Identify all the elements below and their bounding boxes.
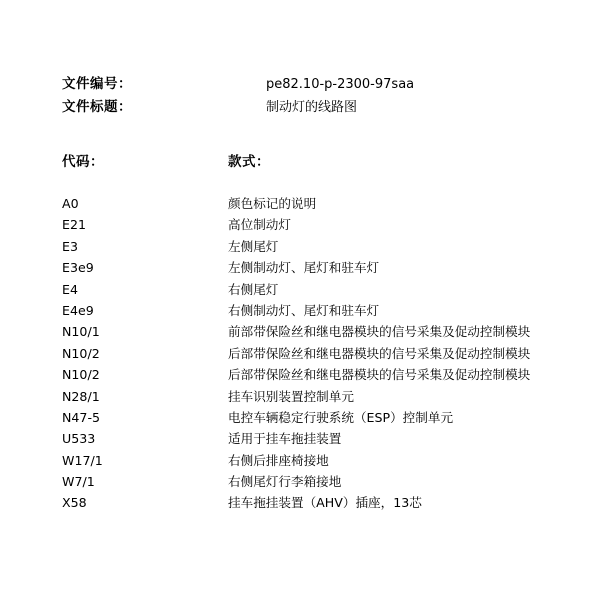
cell-code: E3 <box>62 238 78 254</box>
cell-code: W17/1 <box>62 452 103 468</box>
cell-code: E3e9 <box>62 260 94 276</box>
table-row <box>62 364 600 385</box>
header-row-document-number <box>62 72 582 95</box>
column-header-description: 款式： <box>228 154 270 170</box>
cell-code: A0 <box>62 196 79 211</box>
table-row <box>62 471 600 492</box>
table-row <box>62 428 600 449</box>
table-row <box>62 343 600 364</box>
document-title-label: 文件标题： <box>62 99 132 115</box>
cell-description: 左侧尾灯 <box>228 238 279 254</box>
cell-description: 后部带保险丝和继电器模块的信号采集及促动控制模块 <box>228 367 531 383</box>
table-row <box>62 300 600 321</box>
cell-description: 挂车拖挂装置（AHV）插座，13芯 <box>228 495 422 511</box>
table-row <box>62 386 600 407</box>
table-row <box>62 214 600 235</box>
component-legend-table <box>62 193 600 514</box>
cell-description: 颜色标记的说明 <box>228 196 317 211</box>
cell-description: 高位制动灯 <box>228 217 291 233</box>
table-row <box>62 407 600 428</box>
cell-code: N10/2 <box>62 345 100 361</box>
cell-description: 右侧后排座椅接地 <box>228 452 329 468</box>
cell-code: N10/1 <box>62 324 100 340</box>
header-row-document-title <box>62 95 582 118</box>
cell-code: U533 <box>62 431 96 447</box>
cell-code: E4 <box>62 281 78 297</box>
table-row <box>62 321 600 342</box>
cell-description: 适用于挂车拖挂装置 <box>228 431 342 447</box>
document-number-value: pe82.10-p-2300-97saa <box>266 77 415 92</box>
table-row <box>62 193 600 214</box>
cell-description: 电控车辆稳定行驶系统（ESP）控制单元 <box>228 409 454 425</box>
cell-description: 右侧尾灯行李箱接地 <box>228 474 342 490</box>
cell-code: E21 <box>62 217 86 233</box>
table-row <box>62 236 600 257</box>
cell-code: X58 <box>62 495 87 511</box>
table-row <box>62 492 600 513</box>
cell-description: 右侧尾灯 <box>228 281 279 297</box>
cell-code: N10/2 <box>62 367 100 383</box>
cell-code: W7/1 <box>62 474 95 490</box>
document-number-label: 文件编号： <box>62 76 132 92</box>
cell-code: N28/1 <box>62 388 100 404</box>
table-row <box>62 450 600 471</box>
cell-description: 右侧制动灯、尾灯和驻车灯 <box>228 302 380 318</box>
cell-description: 前部带保险丝和继电器模块的信号采集及促动控制模块 <box>228 324 531 340</box>
column-header-code: 代码： <box>62 154 104 170</box>
table-row <box>62 279 600 300</box>
cell-code: E4e9 <box>62 302 94 318</box>
document-title-value: 制动灯的线路图 <box>266 100 358 115</box>
cell-description: 挂车识别装置控制单元 <box>228 388 354 404</box>
column-headers <box>62 150 582 170</box>
table-row <box>62 257 600 278</box>
cell-description: 左侧制动灯、尾灯和驻车灯 <box>228 260 380 276</box>
cell-description: 后部带保险丝和继电器模块的信号采集及促动控制模块 <box>228 345 531 361</box>
cell-code: N47-5 <box>62 409 101 425</box>
document-header <box>62 72 582 118</box>
